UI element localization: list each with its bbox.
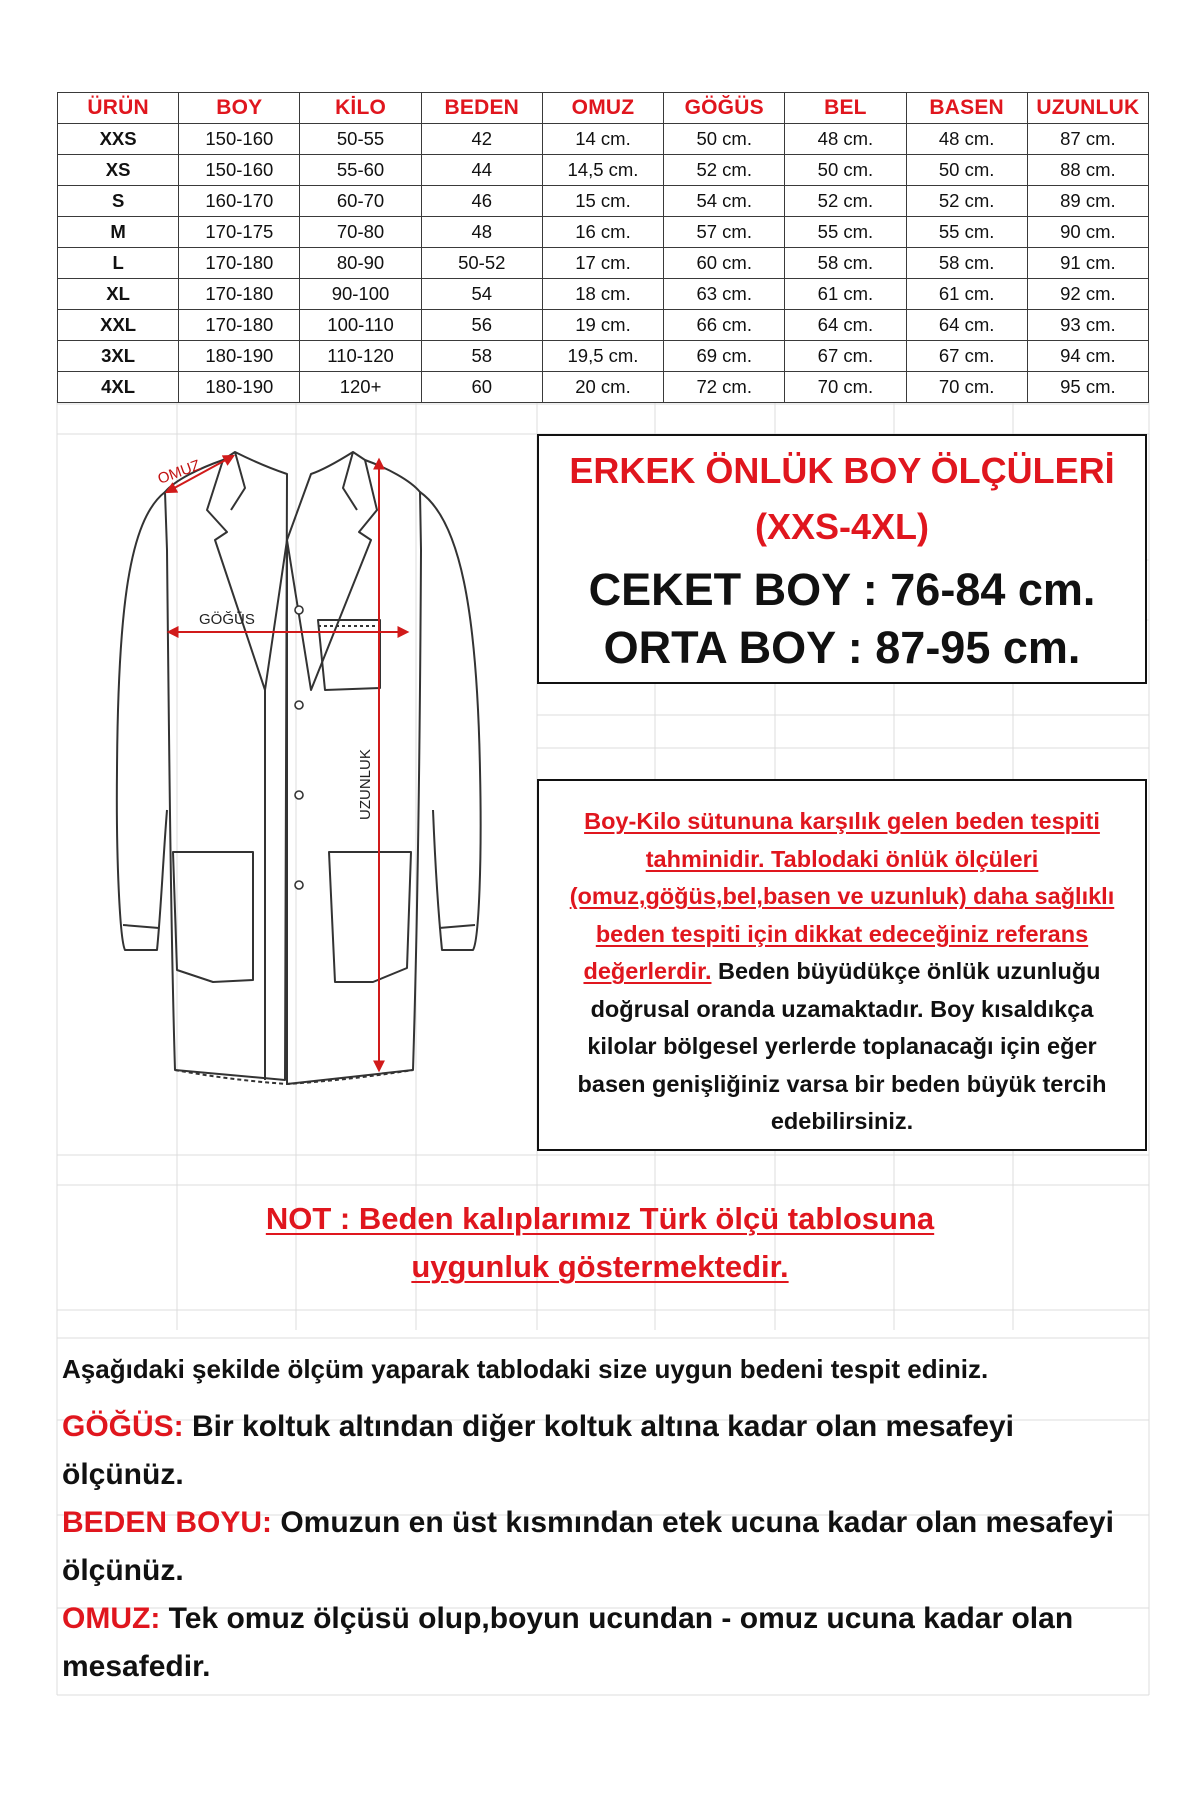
table-cell: 120+ [300, 372, 421, 403]
header-bel: BEL [785, 93, 906, 124]
table-cell: 110-120 [300, 341, 421, 372]
table-cell: 93 cm. [1027, 310, 1148, 341]
table-cell: 19,5 cm. [542, 341, 663, 372]
instruction-label: BEDEN BOYU: [62, 1506, 273, 1539]
table-cell: 88 cm. [1027, 155, 1148, 186]
table-cell: 46 [421, 186, 542, 217]
table-cell: 54 cm. [664, 186, 785, 217]
instruction-beden-boyu [62, 1499, 1142, 1595]
size-cell: XXL [58, 310, 179, 341]
jacket-outline [117, 452, 481, 1084]
table-row [58, 217, 1149, 248]
info-red-text: Boy-Kilo sütununa karşılık gelen beden tespiti tahminidir. Tablodaki önlük ölçüleri (omuz,göğüs,bel,basen ve uzunluk) daha sağlıklı beden tespiti için dikkat edeceğiniz referans değerlerdir. [569, 808, 1115, 984]
table-cell: 61 cm. [785, 279, 906, 310]
table-cell: 67 cm. [906, 341, 1027, 372]
table-cell: 67 cm. [785, 341, 906, 372]
orta-boy-text: ORTA BOY : 87-95 cm. [603, 622, 1081, 673]
omuz-label: OMUZ [155, 456, 203, 488]
title-size-range: (XXS-4XL) [754, 506, 930, 547]
table-cell: 150-160 [179, 124, 300, 155]
table-cell: 170-175 [179, 217, 300, 248]
table-cell: 58 [421, 341, 542, 372]
table-cell: 58 cm. [785, 248, 906, 279]
header-gogus: GÖĞÜS [664, 93, 785, 124]
note-line-1: NOT : Beden kalıplarımız Türk ölçü tablosuna [265, 1201, 935, 1236]
table-cell: 20 cm. [542, 372, 663, 403]
table-cell: 94 cm. [1027, 341, 1148, 372]
table-cell: 92 cm. [1027, 279, 1148, 310]
size-cell: 3XL [58, 341, 179, 372]
table-cell: 18 cm. [542, 279, 663, 310]
header-kilo: KİLO [300, 93, 421, 124]
table-cell: 91 cm. [1027, 248, 1148, 279]
instruction-text: Bir koltuk altından diğer koltuk altına kadar olan mesafeyi ölçünüz. [62, 1410, 1014, 1491]
table-cell: 63 cm. [664, 279, 785, 310]
table-cell: 72 cm. [664, 372, 785, 403]
table-cell: 80-90 [300, 248, 421, 279]
table-cell: 57 cm. [664, 217, 785, 248]
table-cell: 50 cm. [785, 155, 906, 186]
info-black-text: Beden büyüdükçe önlük uzunluğu doğrusal oranda uzamaktadır. Boy kısaldıkça kilolar bölgesel yerlerde toplanacağı için eğer basen genişliğiniz varsa bir beden büyük tercih edebilirsiniz. [577, 958, 1107, 1134]
title-heading: ERKEK ÖNLÜK BOY ÖLÇÜLERİ [569, 450, 1115, 491]
size-cell: XL [58, 279, 179, 310]
table-cell: 100-110 [300, 310, 421, 341]
table-cell: 95 cm. [1027, 372, 1148, 403]
table-cell: 89 cm. [1027, 186, 1148, 217]
measurement-instructions [62, 1354, 1142, 1691]
table-row [58, 186, 1149, 217]
header-boy: BOY [179, 93, 300, 124]
table-cell: 54 [421, 279, 542, 310]
size-title-box [537, 434, 1147, 684]
header-urun: ÜRÜN [58, 93, 179, 124]
table-cell: 61 cm. [906, 279, 1027, 310]
table-cell: 52 cm. [664, 155, 785, 186]
table-cell: 87 cm. [1027, 124, 1148, 155]
table-row [58, 124, 1149, 155]
instruction-label: GÖĞÜS: [62, 1410, 184, 1443]
instructions-intro: Aşağıdaki şekilde ölçüm yaparak tablodaki size uygun bedeni tespit ediniz. [62, 1354, 989, 1384]
gogus-label: GÖĞÜS [199, 611, 255, 628]
table-cell: 170-180 [179, 248, 300, 279]
table-row [58, 155, 1149, 186]
table-cell: 17 cm. [542, 248, 663, 279]
table-cell: 55 cm. [785, 217, 906, 248]
table-header-row [58, 93, 1149, 124]
table-cell: 50-55 [300, 124, 421, 155]
note-section [160, 1195, 1040, 1291]
table-row [58, 279, 1149, 310]
table-cell: 15 cm. [542, 186, 663, 217]
ceket-boy-text: CEKET BOY : 76-84 cm. [588, 564, 1096, 615]
table-row [58, 372, 1149, 403]
table-cell: 48 cm. [906, 124, 1027, 155]
table-row [58, 248, 1149, 279]
size-cell: XXS [58, 124, 179, 155]
table-cell: 170-180 [179, 310, 300, 341]
size-table-body [58, 124, 1149, 403]
table-cell: 64 cm. [906, 310, 1027, 341]
table-cell: 70 cm. [785, 372, 906, 403]
sizing-info-box [537, 779, 1147, 1151]
instruction-text: Omuzun en üst kısmından etek ucuna kadar olan mesafeyi ölçünüz. [62, 1506, 1114, 1587]
table-cell: 56 [421, 310, 542, 341]
table-cell: 70-80 [300, 217, 421, 248]
size-cell: XS [58, 155, 179, 186]
table-cell: 60 cm. [664, 248, 785, 279]
jacket-diagram [115, 440, 505, 1110]
table-cell: 64 cm. [785, 310, 906, 341]
table-cell: 90 cm. [1027, 217, 1148, 248]
table-cell: 180-190 [179, 341, 300, 372]
table-cell: 48 cm. [785, 124, 906, 155]
table-cell: 50 cm. [906, 155, 1027, 186]
table-cell: 150-160 [179, 155, 300, 186]
instruction-omuz [62, 1595, 1142, 1691]
table-cell: 52 cm. [785, 186, 906, 217]
header-basen: BASEN [906, 93, 1027, 124]
instruction-label: OMUZ: [62, 1602, 161, 1635]
instruction-gogus [62, 1403, 1142, 1499]
size-cell: 4XL [58, 372, 179, 403]
table-cell: 44 [421, 155, 542, 186]
table-cell: 60-70 [300, 186, 421, 217]
table-cell: 48 [421, 217, 542, 248]
table-cell: 55 cm. [906, 217, 1027, 248]
table-row [58, 341, 1149, 372]
size-cell: M [58, 217, 179, 248]
table-cell: 55-60 [300, 155, 421, 186]
size-cell: S [58, 186, 179, 217]
header-omuz: OMUZ [542, 93, 663, 124]
size-chart-table [57, 92, 1149, 403]
table-cell: 58 cm. [906, 248, 1027, 279]
header-uzunluk: UZUNLUK [1027, 93, 1148, 124]
jacket-buttons [295, 606, 303, 889]
table-cell: 90-100 [300, 279, 421, 310]
note-line-2: uygunluk göstermektedir. [411, 1249, 789, 1284]
table-cell: 14 cm. [542, 124, 663, 155]
table-cell: 66 cm. [664, 310, 785, 341]
table-cell: 42 [421, 124, 542, 155]
table-cell: 14,5 cm. [542, 155, 663, 186]
table-cell: 160-170 [179, 186, 300, 217]
table-row [58, 310, 1149, 341]
table-cell: 50 cm. [664, 124, 785, 155]
size-cell: L [58, 248, 179, 279]
table-cell: 50-52 [421, 248, 542, 279]
instruction-text: Tek omuz ölçüsü olup,boyun ucundan - omuz ucuna kadar olan mesafedir. [62, 1602, 1074, 1683]
table-cell: 70 cm. [906, 372, 1027, 403]
table-cell: 60 [421, 372, 542, 403]
uzunluk-label: UZUNLUK [357, 749, 374, 820]
table-cell: 16 cm. [542, 217, 663, 248]
table-cell: 69 cm. [664, 341, 785, 372]
table-cell: 19 cm. [542, 310, 663, 341]
table-cell: 170-180 [179, 279, 300, 310]
table-cell: 52 cm. [906, 186, 1027, 217]
header-beden: BEDEN [421, 93, 542, 124]
table-cell: 180-190 [179, 372, 300, 403]
